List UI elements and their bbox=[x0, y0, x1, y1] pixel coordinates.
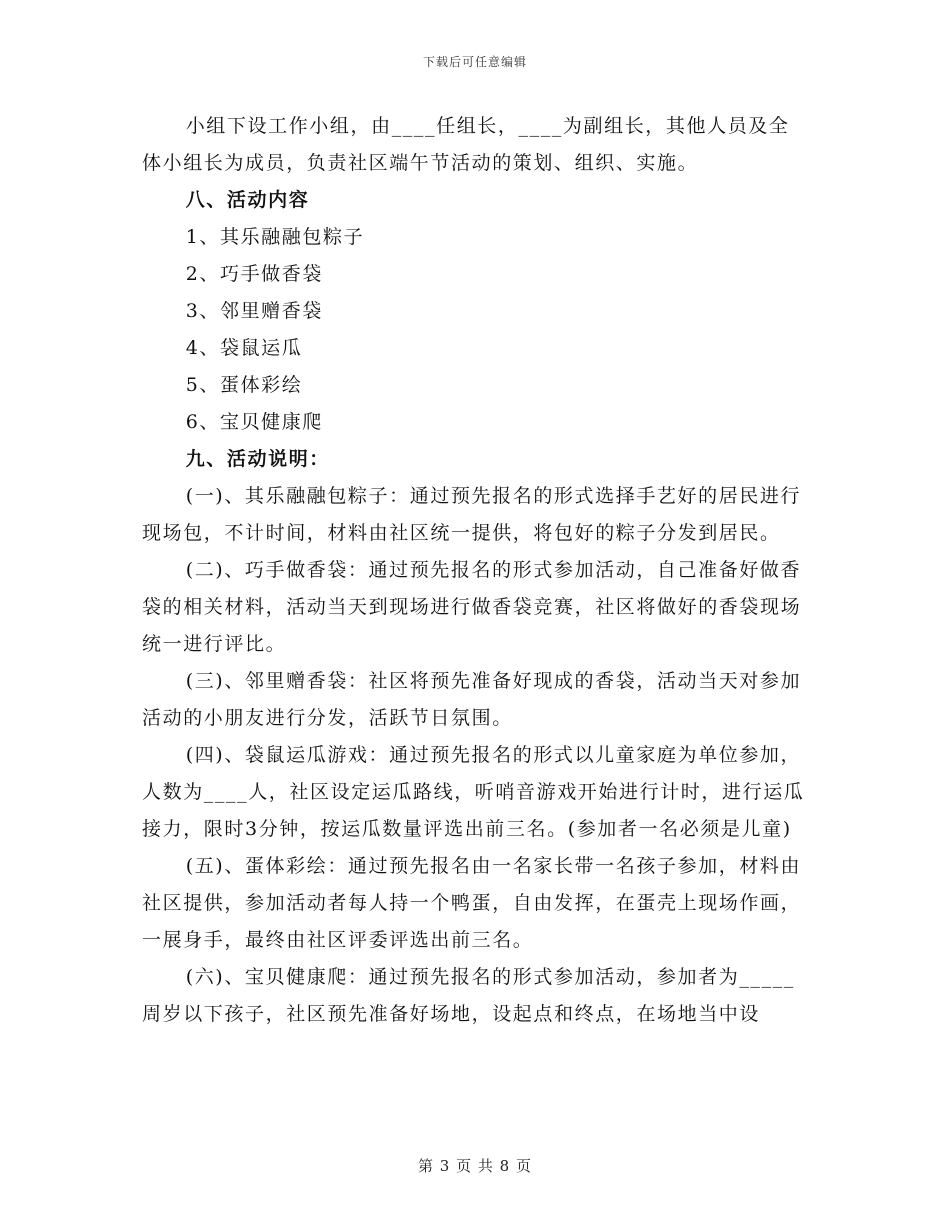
list-item: 6、宝贝健康爬 bbox=[185, 411, 323, 433]
list-item: 3、邻里赠香袋 bbox=[185, 300, 323, 322]
explanation-paragraph: (六)、宝贝健康爬：通过预先报名的形式参加活动，参加者为_____周岁以下孩子，社区预先准备好场地，设起点和终点，在场地当中设 bbox=[142, 966, 795, 1025]
explanation-paragraph: (五)、蛋体彩绘：通过预先报名由一名家长带一名孩子参加，材料由社区提供，参加活动者每人持一个鸭蛋，自由发挥，在蛋壳上现场作画，一展身手，最终由社区评委评选出前三名。 bbox=[142, 855, 802, 951]
list-item: 2、巧手做香袋 bbox=[185, 263, 323, 285]
explanation-paragraph: (四)、袋鼠运瓜游戏：通过预先报名的形式以儿童家庭为单位参加，人数为____人，社区设定运瓜路线，听哨音游戏开始进行计时，进行运瓜接力，限时3分钟，按运瓜数量评选出前三名。(参加者一名必须是儿童) bbox=[142, 744, 805, 840]
paragraph-work-group: 小组下设工作小组，由____任组长，____为副组长，其他人员及全体小组长为成员，负责社区端午节活动的策划、组织、实施。 bbox=[142, 115, 790, 174]
list-item: 5、蛋体彩绘 bbox=[185, 374, 303, 396]
document-body bbox=[142, 108, 810, 1033]
list-item: 1、其乐融融包粽子 bbox=[185, 226, 365, 248]
page-number: 第 3 页 共 8 页 bbox=[418, 1157, 532, 1175]
explanation-paragraph: (三)、邻里赠香袋：社区将预先准备好现成的香袋，活动当天对参加活动的小朋友进行分发，活跃节日氛围。 bbox=[142, 670, 802, 729]
explanation-paragraph: (二)、巧手做香袋：通过预先报名的形式参加活动，自己准备好做香袋的相关材料，活动当天到现场进行做香袋竞赛，社区将做好的香袋现场统一进行评比。 bbox=[142, 559, 802, 655]
section-heading-activity-content: 八、活动内容 bbox=[185, 189, 310, 211]
section-heading-activity-notes: 九、活动说明： bbox=[185, 448, 330, 470]
page-header: 下载后可任意编辑 bbox=[422, 55, 527, 69]
list-item: 4、袋鼠运瓜 bbox=[185, 337, 303, 359]
explanation-paragraph: (一)、其乐融融包粽子：通过预先报名的形式选择手艺好的居民进行现场包，不计时间，材料由社区统一提供，将包好的粽子分发到居民。 bbox=[142, 485, 802, 544]
